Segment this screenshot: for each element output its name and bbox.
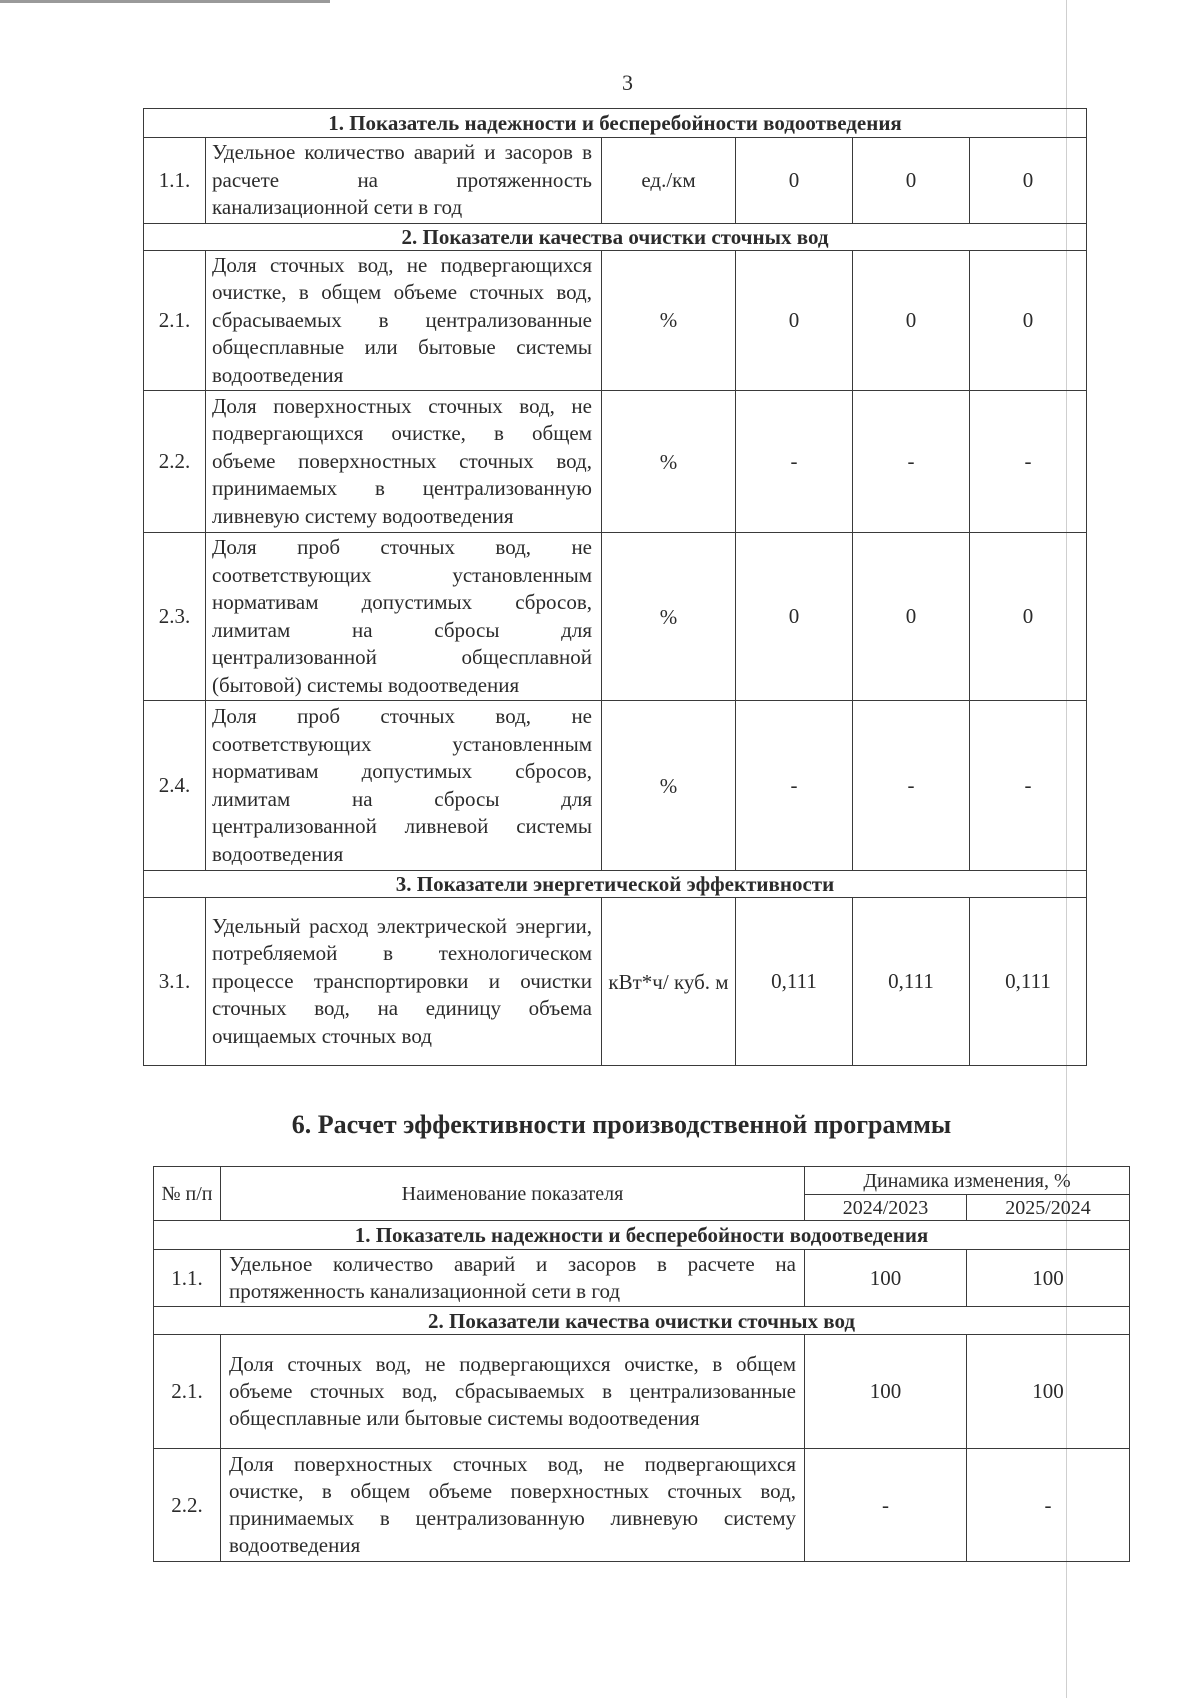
scan-edge-mark	[0, 0, 330, 3]
row-value: 0	[970, 533, 1087, 701]
table-row	[144, 250, 1087, 391]
table-row	[154, 1250, 1130, 1307]
row-value: -	[970, 701, 1087, 871]
row-unit: ед./км	[602, 138, 736, 224]
efficiency-table	[153, 1166, 1130, 1562]
page-number: 3	[622, 70, 633, 95]
row-value: 0	[736, 250, 853, 391]
column-header-year-1: 2024/2023	[805, 1195, 967, 1221]
row-description: Доля сточных вод, не подвергающихся очистке, в общем объеме сточных вод, сбрасываемых в централизованные общесплавные или бытовые системы водоотведения	[221, 1335, 805, 1449]
row-value: -	[736, 391, 853, 533]
row-description: Удельный расход электрической энергии, потребляемой в технологическом процессе транспортировки и очистки сточных вод, на единицу объема очищаемых сточных вод	[206, 898, 602, 1066]
header-row	[154, 1167, 1130, 1195]
section-title: 2. Показатели качества очистки сточных вод	[144, 223, 1087, 250]
row-number: 2.1.	[154, 1335, 221, 1449]
column-header-number: № п/п	[154, 1167, 221, 1221]
row-value: 0	[970, 250, 1087, 391]
row-value: 0	[736, 138, 853, 224]
row-unit: %	[602, 701, 736, 871]
section-row	[144, 871, 1087, 898]
section-title: 1. Показатель надежности и бесперебойности водоотведения	[144, 109, 1087, 138]
row-description: Доля сточных вод, не подвергающихся очистке, в общем объеме сточных вод, сбрасываемых в централизованные общесплавные или бытовые системы водоотведения	[206, 250, 602, 391]
row-unit: кВт*ч/ куб. м	[602, 898, 736, 1066]
table-row	[144, 701, 1087, 871]
column-header-dynamics: Динамика изменения, %	[805, 1167, 1130, 1195]
row-value: 0,111	[853, 898, 970, 1066]
row-unit: %	[602, 533, 736, 701]
row-description: Доля проб сточных вод, не соответствующих установленным нормативам допустимых сбросов, лимитам на сбросы для централизованной ливневой системы водоотведения	[206, 701, 602, 871]
row-value: 100	[805, 1335, 967, 1449]
row-description: Удельное количество аварий и засоров в расчете на протяженность канализационной сети в год	[221, 1250, 805, 1307]
row-unit: %	[602, 250, 736, 391]
row-unit: %	[602, 391, 736, 533]
row-value: -	[736, 701, 853, 871]
section-title: 3. Показатели энергетической эффективности	[144, 871, 1087, 898]
row-value: 0	[970, 138, 1087, 224]
section-row	[144, 223, 1087, 250]
table-row	[154, 1335, 1130, 1449]
table-row	[144, 138, 1087, 224]
column-header-year-2: 2025/2024	[967, 1195, 1130, 1221]
row-number: 3.1.	[144, 898, 206, 1066]
section-row	[154, 1307, 1130, 1335]
section-row	[144, 109, 1087, 138]
row-value: 100	[805, 1250, 967, 1307]
row-value: 0	[853, 250, 970, 391]
row-value: 100	[967, 1335, 1130, 1449]
row-number: 2.4.	[144, 701, 206, 871]
section-row	[154, 1221, 1130, 1250]
row-number: 2.1.	[144, 250, 206, 391]
section-heading: 6. Расчет эффективности производственной программы	[291, 1110, 952, 1139]
row-value: -	[853, 701, 970, 871]
table-row	[144, 391, 1087, 533]
row-value: 0,111	[970, 898, 1087, 1066]
section-title: 1. Показатель надежности и бесперебойности водоотведения	[154, 1221, 1130, 1250]
row-description: Доля поверхностных сточных вод, не подвергающихся очистке, в общем объеме поверхностных сточных вод, принимаемых в централизованную ливневую систему водоотведения	[221, 1449, 805, 1562]
row-number: 1.1.	[144, 138, 206, 224]
table-row	[144, 898, 1087, 1066]
row-value: 0	[853, 533, 970, 701]
row-number: 2.2.	[154, 1449, 221, 1562]
section-title: 2. Показатели качества очистки сточных вод	[154, 1307, 1130, 1335]
row-value: -	[853, 391, 970, 533]
row-value: -	[805, 1449, 967, 1562]
row-value: 100	[967, 1250, 1130, 1307]
indicators-table	[143, 108, 1087, 1066]
table-row	[144, 533, 1087, 701]
row-number: 2.3.	[144, 533, 206, 701]
row-number: 1.1.	[154, 1250, 221, 1307]
row-number: 2.2.	[144, 391, 206, 533]
row-value: 0	[853, 138, 970, 224]
column-header-name: Наименование показателя	[221, 1167, 805, 1221]
row-value: -	[970, 391, 1087, 533]
row-value: -	[967, 1449, 1130, 1562]
row-description: Доля поверхностных сточных вод, не подвергающихся очистке, в общем объеме поверхностных сточных вод, принимаемых в централизованную ливневую систему водоотведения	[206, 391, 602, 533]
row-description: Доля проб сточных вод, не соответствующих установленным нормативам допустимых сбросов, лимитам на сбросы для централизованной общесплавной (бытовой) системы водоотведения	[206, 533, 602, 701]
row-value: 0,111	[736, 898, 853, 1066]
table-row	[154, 1449, 1130, 1562]
row-value: 0	[736, 533, 853, 701]
row-description: Удельное количество аварий и засоров в расчете на протяженность канализационной сети в год	[206, 138, 602, 224]
